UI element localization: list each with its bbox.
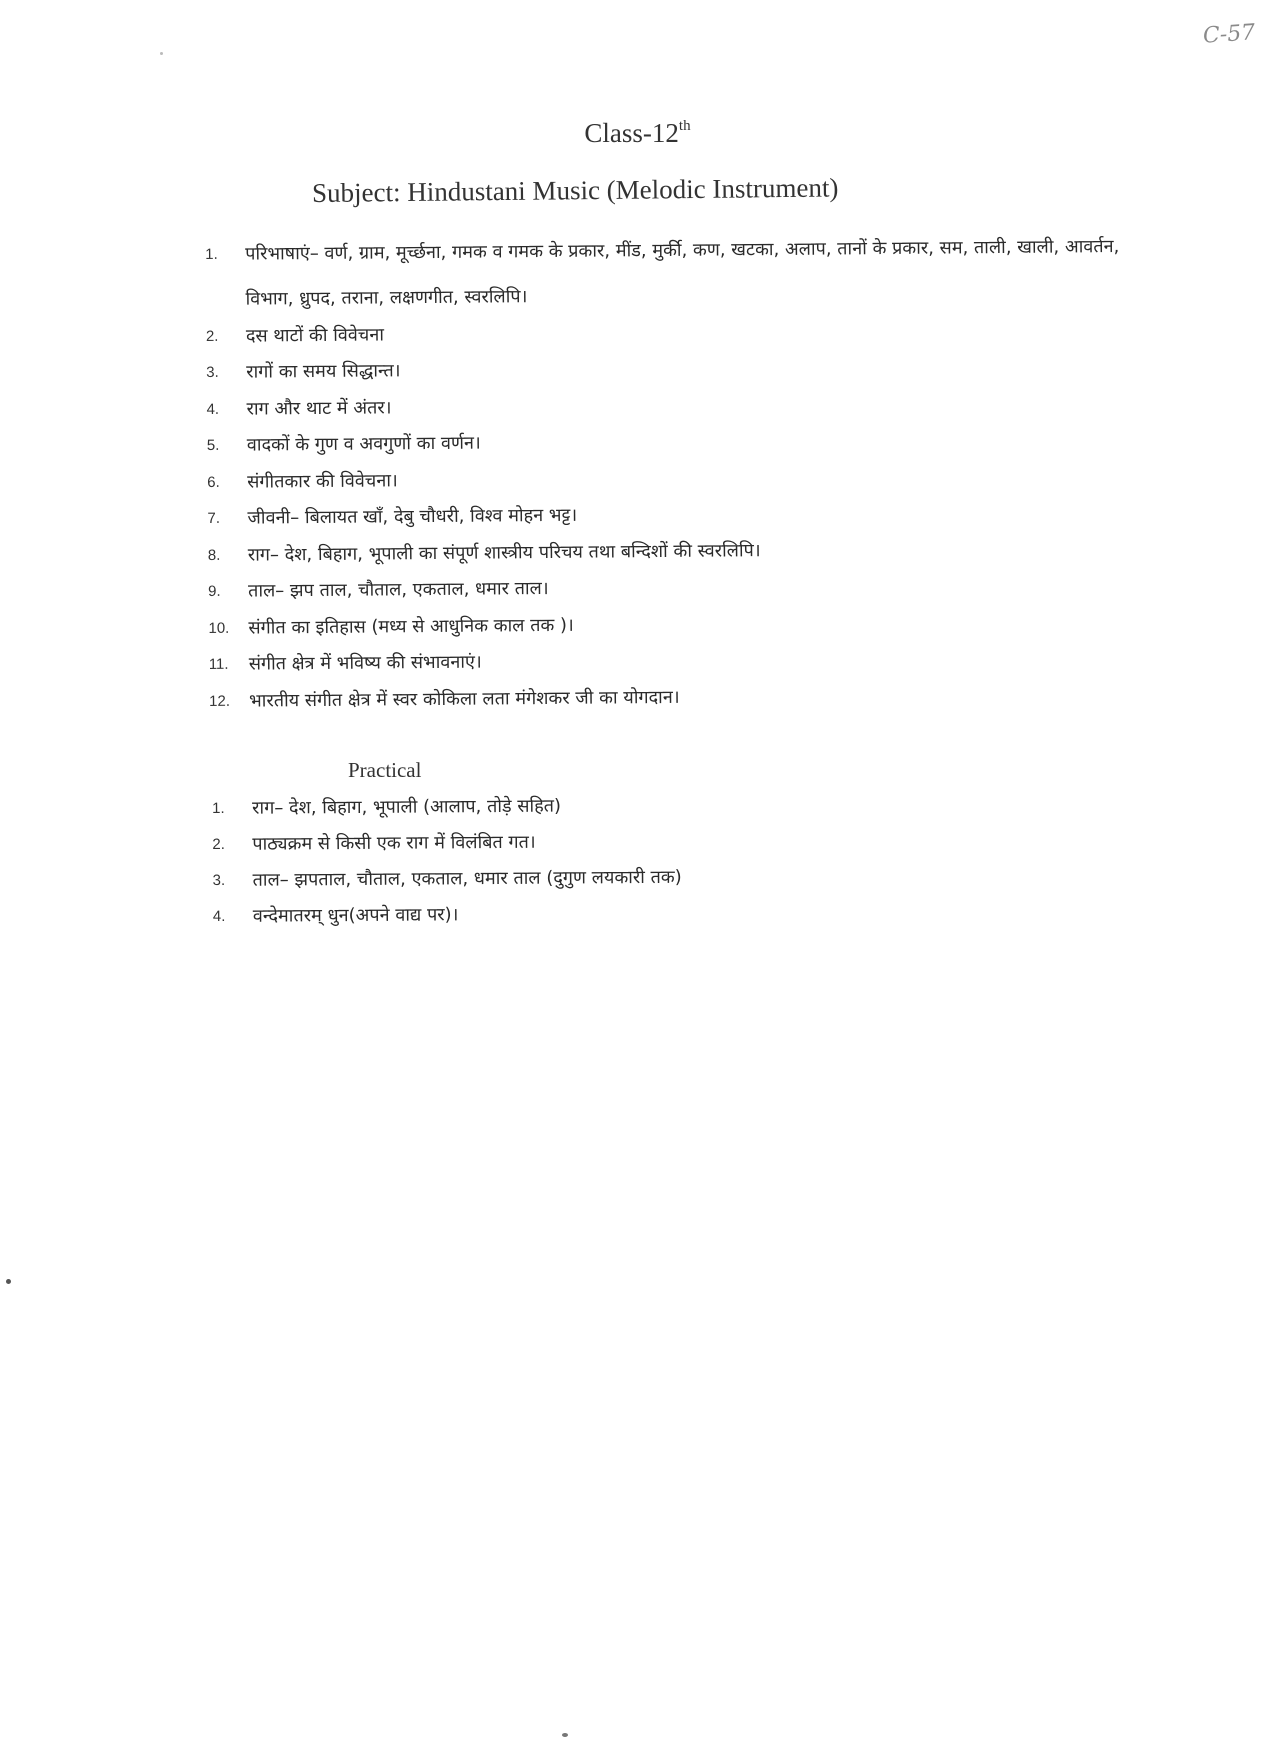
list-item: [212, 820, 1112, 862]
item-text: संगीत का इतिहास (मध्य से आधुनिक काल तक )।: [248, 614, 574, 639]
list-item: [205, 224, 1166, 318]
item-text: जीवनी– बिलायत खाँ, देबु चौधरी, विश्व मोहन भट्ट।: [247, 505, 578, 529]
page-mark: C-57: [1201, 20, 1256, 49]
item-number: 4.: [206, 400, 220, 418]
item-number: 2.: [205, 327, 219, 345]
list-item: [213, 856, 1113, 898]
list-item: [209, 675, 1169, 720]
scan-speck: [562, 1733, 568, 1737]
item-text: परिभाषाएं– वर्ण, ग्राम, मूर्च्छना, गमक व गमक के प्रकार, मींड, मुर्की, कण, खटका, अलाप, तानों के प्रकार, सम, ताली, खाली, आवर्तन, विभाग, ध्रुपद, तराना, लक्षणगीत, स्वरलिपि।: [245, 236, 1120, 310]
item-number: 6.: [207, 473, 220, 491]
item-text: रागों का समय सिद्धान्त।: [246, 360, 401, 383]
item-text: वादकों के गुण व अवगुणों का वर्णन।: [246, 432, 481, 456]
item-text: भारतीय संगीत क्षेत्र में स्वर कोकिला लता मंगेशकर जी का योगदान।: [249, 686, 680, 712]
subject-title: Subject: Hindustani Music (Melodic Instrument): [311, 172, 839, 208]
item-number: 9.: [208, 583, 221, 601]
scan-speck: [6, 1279, 11, 1284]
item-text: राग– देश, बिहाग, भूपाली का संपूर्ण शास्त्रीय परिचय तथा बन्दिशों की स्वरलिपि।: [247, 539, 761, 566]
item-number: 3.: [206, 364, 219, 382]
class-title-text: Class-12: [584, 118, 679, 148]
item-number: 11.: [208, 656, 229, 674]
item-number: 3.: [212, 871, 226, 889]
scan-speck: [160, 52, 163, 55]
item-number: 1.: [212, 799, 225, 817]
item-number: 1.: [205, 245, 218, 263]
item-number: 5.: [206, 437, 220, 455]
item-number: 10.: [208, 619, 230, 637]
item-text: ताल– झपताल, चौताल, एकताल, धमार ताल (दुगुण लयकारी तक): [252, 866, 682, 891]
item-text: पाठ्यक्रम से किसी एक राग में विलंबित गत।: [252, 831, 536, 855]
item-text: राग और थाट में अंतर।: [246, 397, 392, 420]
item-text: वन्देमातरम् धुन(अपने वाद्य पर)।: [252, 904, 459, 927]
practical-heading: Practical: [348, 758, 422, 782]
list-item: [213, 892, 1113, 934]
item-text: दस थाटों की विवेचना: [245, 324, 385, 347]
item-number: 4.: [212, 907, 226, 925]
theory-list: [205, 224, 1169, 720]
item-number: 7.: [207, 510, 221, 528]
item-number: 12.: [209, 692, 231, 710]
item-text: संगीत क्षेत्र में भविष्य की संभावनाएं।: [248, 651, 482, 675]
class-title-superscript: th: [678, 118, 691, 134]
item-text: ताल– झप ताल, चौताल, एकताल, धमार ताल।: [248, 578, 549, 602]
item-text: राग– देश, बिहाग, भूपाली (आलाप, तोड़े सहित): [252, 795, 562, 819]
class-title: [0, 118, 1275, 149]
practical-list: [212, 784, 1113, 934]
item-text: संगीतकार की विवेचना।: [247, 470, 398, 493]
item-number: 8.: [207, 546, 221, 564]
item-number: 2.: [212, 835, 225, 853]
